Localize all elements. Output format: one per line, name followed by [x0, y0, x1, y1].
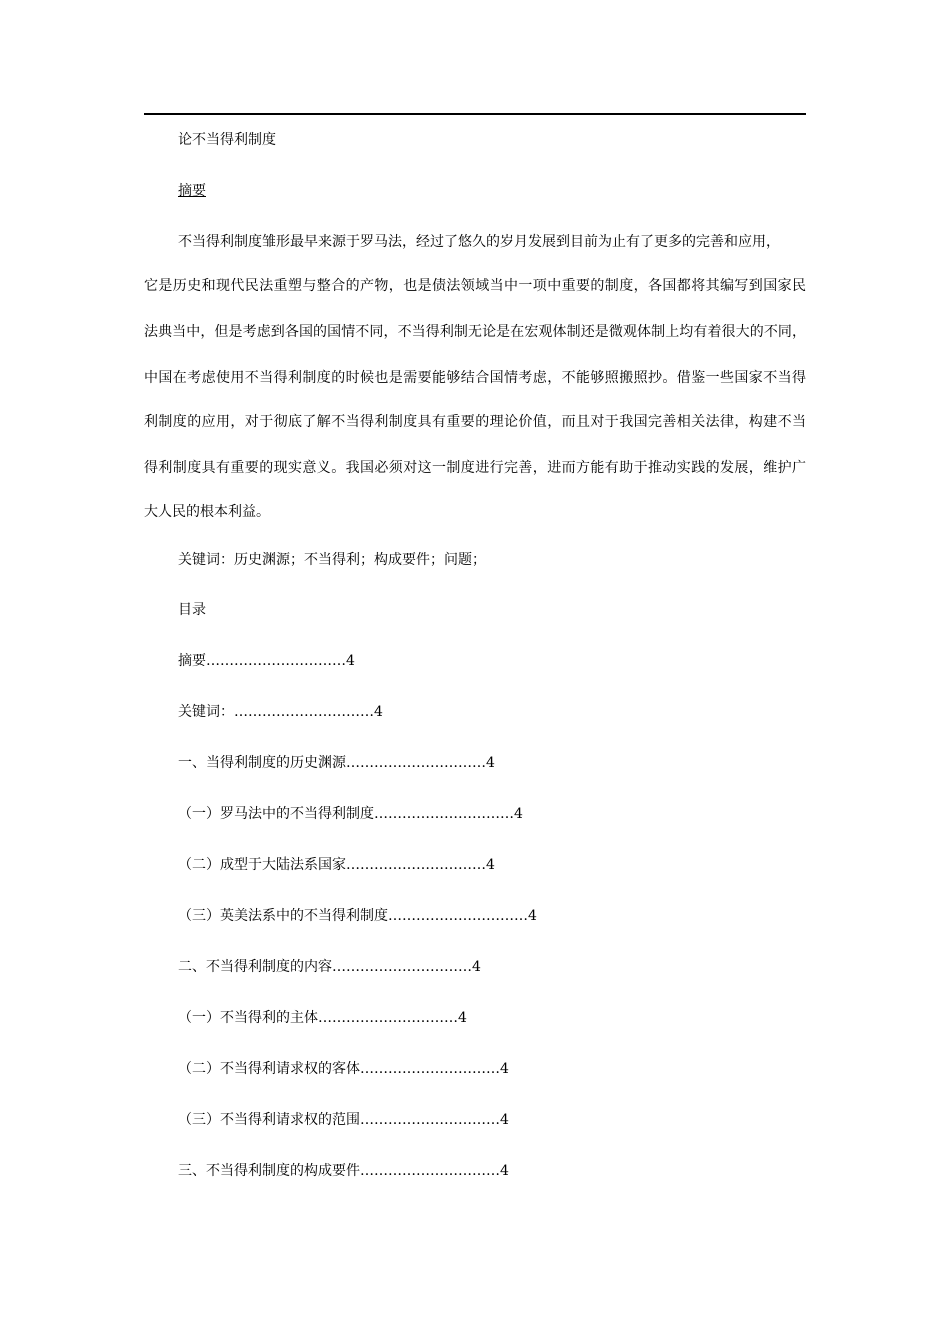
abstract-line: 利制度的应用，对于彻底了解不当得利制度具有重要的理论价值，而且对于我国完善相关法律，构建不当: [144, 414, 806, 430]
toc-entry: 一、当得利制度的历史渊源…………………………4: [178, 755, 495, 771]
keywords-line: 关键词：历史渊源；不当得利；构成要件；问题；: [178, 552, 486, 568]
toc-entry: 关键词：…………………………4: [178, 704, 383, 720]
toc-entry: （三）不当得利请求权的范围…………………………4: [178, 1112, 509, 1128]
abstract-line: 法典当中，但是考虑到各国的国情不同，不当得利制无论是在宏观体制还是微观体制上均有着很大的不同，: [144, 324, 806, 340]
toc-entry: （一）不当得利的主体…………………………4: [178, 1010, 467, 1026]
toc-entry: 二、不当得利制度的内容…………………………4: [178, 959, 481, 975]
toc-entry: （二）不当得利请求权的客体…………………………4: [178, 1061, 509, 1077]
toc-entry: （一）罗马法中的不当得利制度…………………………4: [178, 806, 523, 822]
abstract-line: 不当得利制度雏形最早来源于罗马法，经过了悠久的岁月发展到目前为止有了更多的完善和应用，: [178, 234, 780, 250]
abstract-heading: 摘要: [178, 183, 206, 199]
toc-entry: （二）成型于大陆法系国家…………………………4: [178, 857, 495, 873]
toc-heading: 目录: [178, 602, 206, 618]
abstract-line: 得利制度具有重要的现实意义。我国必须对这一制度进行完善，进而方能有助于推动实践的发展，维护广: [144, 460, 806, 476]
toc-entry: 摘要…………………………4: [178, 653, 355, 669]
toc-entry: （三）英美法系中的不当得利制度…………………………4: [178, 908, 537, 924]
header-rule: [144, 113, 806, 115]
abstract-line: 它是历史和现代民法重塑与整合的产物，也是债法领域当中一项中重要的制度，各国都将其编写到国家民: [144, 278, 806, 294]
toc-entry: 三、不当得利制度的构成要件…………………………4: [178, 1163, 509, 1179]
document-title: 论不当得利制度: [178, 132, 276, 148]
abstract-line: 中国在考虑使用不当得利制度的时候也是需要能够结合国情考虑，不能够照搬照抄。借鉴一些国家不当得: [144, 370, 806, 386]
abstract-line: 大人民的根本利益。: [144, 504, 270, 520]
